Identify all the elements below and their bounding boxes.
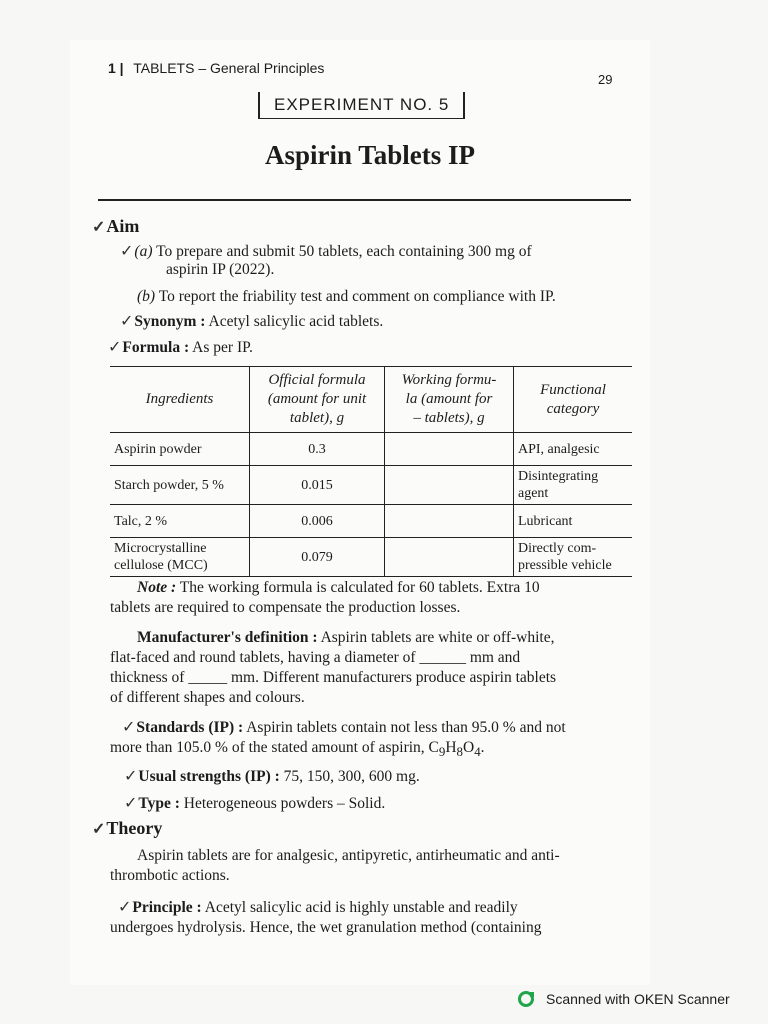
checkmark-icon: ✓ xyxy=(92,821,106,838)
cell-official: 0.079 xyxy=(250,538,385,577)
cell-ingredient xyxy=(110,505,250,538)
header-line: category xyxy=(546,400,600,417)
checkmark-icon: ✓ xyxy=(124,768,138,785)
aspirin-formula-line: more than 105.0 % of the stated amount of aspirin, $C_9H_8O_4$. xyxy=(110,739,485,760)
header-line: (amount for unit xyxy=(267,391,367,407)
header-ingredients xyxy=(110,367,250,433)
checkmark-icon: ✓ xyxy=(124,795,138,812)
cell-working xyxy=(385,433,514,466)
section-title: TABLETS – General Principles xyxy=(133,60,325,76)
cell-line: Talc, 2 % xyxy=(114,513,168,529)
checkmark-icon: ✓ xyxy=(120,243,134,260)
cell-line: API, analgesic xyxy=(518,441,600,457)
header-line: Functional xyxy=(540,381,606,398)
header-line: Ingredients xyxy=(145,391,214,407)
checkmark-icon: ✓ xyxy=(108,339,122,356)
cell-line: Disintegrating xyxy=(518,469,599,484)
cell-official: 0.015 xyxy=(250,466,385,505)
synonym-line: ✓Synonym : Acetyl salicylic acid tablets. xyxy=(120,313,384,330)
header-line: Working formu- xyxy=(401,372,497,388)
aim-heading: ✓Aim xyxy=(92,216,140,236)
cell-line: Directly com- xyxy=(518,541,597,556)
type-line: ✓Type : Heterogeneous powders – Solid. xyxy=(124,795,386,812)
cell-category xyxy=(514,433,633,466)
checkmark-icon: ✓ xyxy=(120,313,134,330)
theory-paragraph: Aspirin tablets are for analgesic, antipyretic, antirheumatic and anti- thrombotic actions. xyxy=(110,847,560,884)
table-row xyxy=(110,433,632,466)
cell-line: agent xyxy=(518,486,549,501)
scanner-text: Scanned with OKEN Scanner xyxy=(546,991,730,1007)
scanner-logo-icon xyxy=(518,990,536,1008)
table-row xyxy=(110,538,632,577)
cell-line: Microcrystalline xyxy=(114,541,207,556)
aim-item-a-cont: aspirin IP (2022). xyxy=(166,261,275,278)
formula-table xyxy=(110,366,632,577)
aim-item-a: ✓(a) To prepare and submit 50 tablets, each containing 300 mg of xyxy=(120,243,532,260)
checkmark-icon: ✓ xyxy=(118,899,132,916)
cell-line: pressible vehicle xyxy=(518,558,612,573)
cell-line: cellulose (MCC) xyxy=(114,558,208,573)
checkmark-icon: ✓ xyxy=(122,719,136,736)
title-rule xyxy=(98,199,631,201)
cell-category xyxy=(514,466,633,505)
table-header-row xyxy=(110,367,632,433)
cell-ingredient xyxy=(110,433,250,466)
standards-paragraph: ✓Standards (IP) : Aspirin tablets contain not less than 95.0 % and not more than 105.0 % of the stated amount of aspirin, $C_9H_8O_4$. xyxy=(110,718,634,762)
page-title: Aspirin Tablets IP xyxy=(264,140,476,170)
cell-working xyxy=(385,538,514,577)
cell-ingredient xyxy=(110,538,250,577)
header-working xyxy=(385,367,514,433)
header-official xyxy=(250,367,385,433)
aim-item-b: (b) To report the friability test and comment on compliance with IP. xyxy=(137,288,556,305)
scanner-watermark xyxy=(518,990,730,1008)
cell-line: Starch powder, 5 % xyxy=(114,477,224,493)
experiment-label: EXPERIMENT NO. 5 xyxy=(258,92,465,119)
cell-category xyxy=(514,538,633,577)
cell-working xyxy=(385,466,514,505)
header-line: – tablets), g xyxy=(413,410,485,426)
table-body xyxy=(110,433,632,577)
page-number: 29 xyxy=(598,72,613,87)
cell-line: Lubricant xyxy=(518,513,573,529)
header-category xyxy=(514,367,633,433)
cell-working xyxy=(385,505,514,538)
cell-category xyxy=(514,505,633,538)
note-paragraph: Note : The working formula is calculated for 60 tablets. Extra 10 tablets are required to compensate the production losses. xyxy=(110,579,540,616)
principle-paragraph: ✓Principle : Acetyl salicylic acid is highly unstable and readily undergoes hydrolysis. Hence, the wet granulation method (containing xyxy=(110,899,542,936)
strengths-line: ✓Usual strengths (IP) : 75, 150, 300, 600 mg. xyxy=(124,768,420,785)
table-row xyxy=(110,466,632,505)
cell-ingredient xyxy=(110,466,250,505)
theory-heading: ✓Theory xyxy=(92,818,163,838)
header-line: tablet), g xyxy=(289,410,345,426)
table-row xyxy=(110,505,632,538)
manufacturer-paragraph: Manufacturer's definition : Aspirin tablets are white or off-white, flat-faced and round tablets, having a diameter of ______ mm and thickness of _____ mm. Different manufacturers produce aspirin tablets of different shapes and colours. xyxy=(110,629,557,706)
cell-line: Aspirin powder xyxy=(114,441,202,457)
cell-official: 0.006 xyxy=(250,505,385,538)
checkmark-icon: ✓ xyxy=(92,219,106,236)
section-mark: 1 | xyxy=(108,60,124,76)
running-header xyxy=(108,60,324,76)
header-line: Official formula xyxy=(268,372,366,388)
formula-line: ✓Formula : As per IP. xyxy=(108,339,253,356)
cell-official: 0.3 xyxy=(250,433,385,466)
header-line: la (amount for xyxy=(405,391,493,407)
